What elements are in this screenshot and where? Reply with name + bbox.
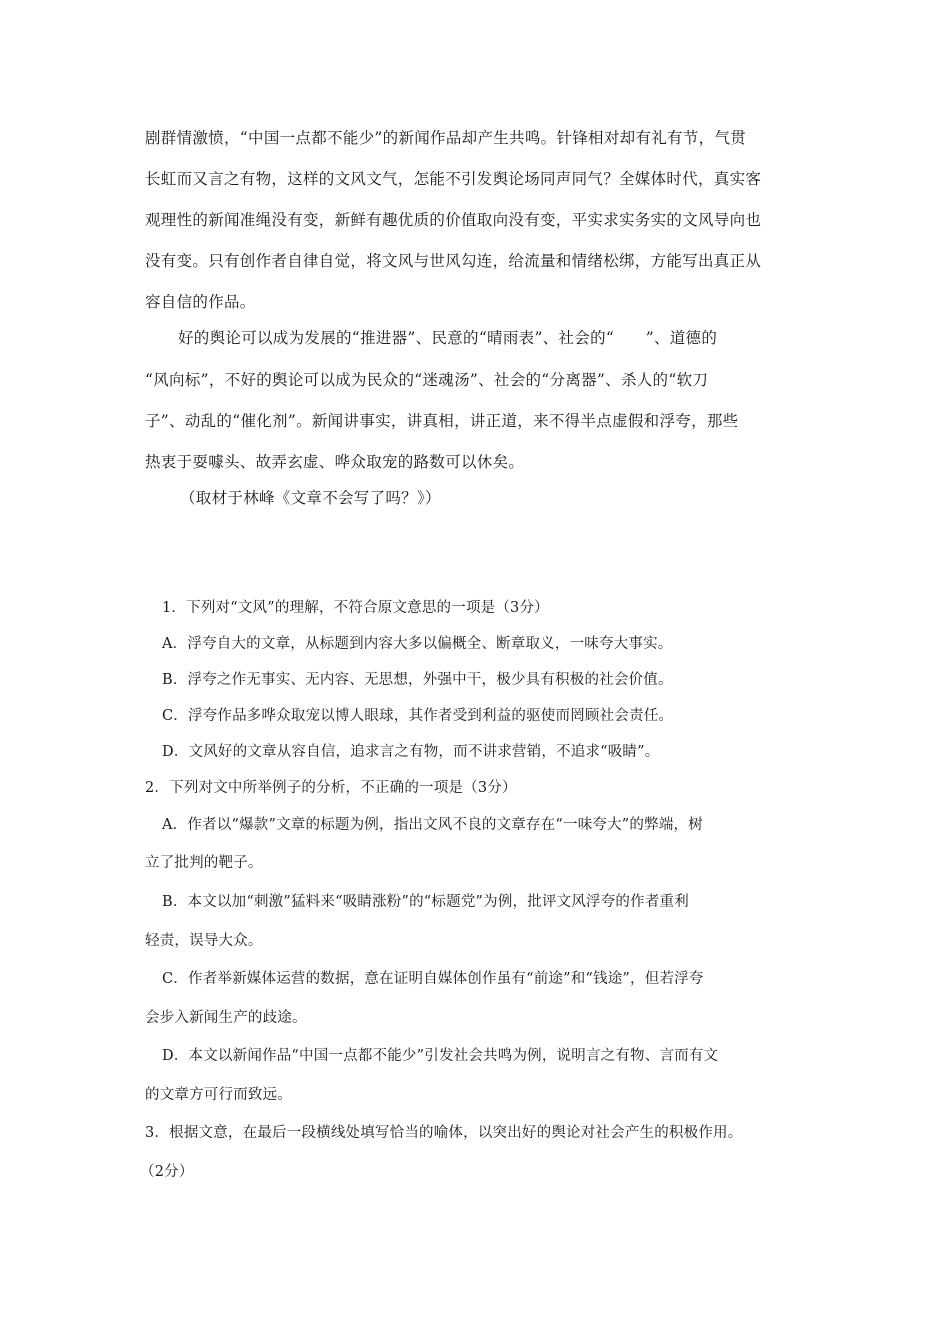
passage-p1-line-3: 观理性的新闻准绳没有变，新鲜有趣优质的价值取向没有变，平实求实务实的文风导向也 [145, 211, 762, 229]
passage-p2-line-2: “风向标”，不好的舆论可以成为民众的“迷魂汤”、社会的“分离器”、杀人的“软刀 [145, 371, 709, 389]
question-2-option-c-line-1: C．作者举新媒体运营的数据，意在证明自媒体创作虽有“前途”和“钱途”，但若浮夸 [162, 971, 704, 987]
source-attribution: （取材于林峰《文章不会写了吗？》） [180, 489, 441, 507]
question-2-option-a-line-2: 立了批判的靶子。 [145, 855, 263, 871]
question-1-option-a: A．浮夸自大的文章，从标题到内容大多以偏概全、断章取义，一味夸大事实。 [162, 636, 673, 652]
passage-p2-line-1: 好的舆论可以成为发展的“推进器”、民意的“晴雨表”、社会的“ ”、道德的 [178, 329, 718, 347]
question-1-stem: 1．下列对“文风”的理解，不符合原文意思的一项是（3分） [162, 600, 549, 616]
question-2-option-b-line-1: B．本文以加“刺激”猛料来“吸睛涨粉”的“标题党”为例，批评文风浮夸的作者重利 [162, 894, 689, 910]
question-2-option-a-line-1: A．作者以“爆款”文章的标题为例，指出文风不良的文章存在“一味夸大”的弊端，树 [162, 817, 703, 833]
question-2-option-d-line-1: D．本文以新闻作品“中国一点都不能少”引发社会共鸣为例，说明言之有物、言而有文 [162, 1048, 719, 1064]
question-3-stem-line-1: 3．根据文意，在最后一段横线处填写恰当的喻体，以突出好的舆论对社会产生的积极作用。 [145, 1125, 743, 1141]
question-1-option-b: B．浮夸之作无事实、无内容、无思想，外强中干，极少具有积极的社会价值。 [162, 672, 673, 688]
question-2-option-b-line-2: 轻责，误导大众。 [145, 933, 263, 949]
passage-p1-line-5: 容自信的作品。 [145, 293, 256, 311]
passage-p2-line-4: 热衷于耍噱头、故弄玄虚、哗众取宠的路数可以休矣。 [145, 453, 525, 471]
question-1-option-d: D．文风好的文章从容自信，追求言之有物，而不讲求营销，不追求“吸睛”。 [162, 744, 660, 760]
passage-p1-line-2: 长虹而又言之有物，这样的文风文气，怎能不引发舆论场同声同气？全媒体时代，真实客 [145, 170, 762, 188]
question-2-stem: 2．下列对文中所举例子的分析，不正确的一项是（3分） [145, 780, 517, 796]
passage-p2-line-3: 子”、动乱的“催化剂”。新闻讲事实，讲真相，讲正道，来不得半点虚假和浮夸，那些 [145, 412, 739, 430]
question-3-stem-line-2: （2分） [140, 1164, 194, 1180]
passage-p1-line-4: 没有变。只有创作者自律自觉，将文风与世风勾连，给流量和情绪松绑，方能写出真正从 [145, 252, 762, 270]
question-2-option-d-line-2: 的文章方可行而致远。 [145, 1087, 292, 1103]
passage-p1-line-1: 剧群情激愤，“中国一点都不能少”的新闻作品却产生共鸣。针锋相对却有礼有节，气贯 [145, 129, 747, 147]
question-1-option-c: C．浮夸作品多哗众取宠以博人眼球，其作者受到利益的驱使而罔顾社会责任。 [162, 708, 674, 724]
question-2-option-c-line-2: 会步入新闻生产的歧途。 [145, 1010, 307, 1026]
